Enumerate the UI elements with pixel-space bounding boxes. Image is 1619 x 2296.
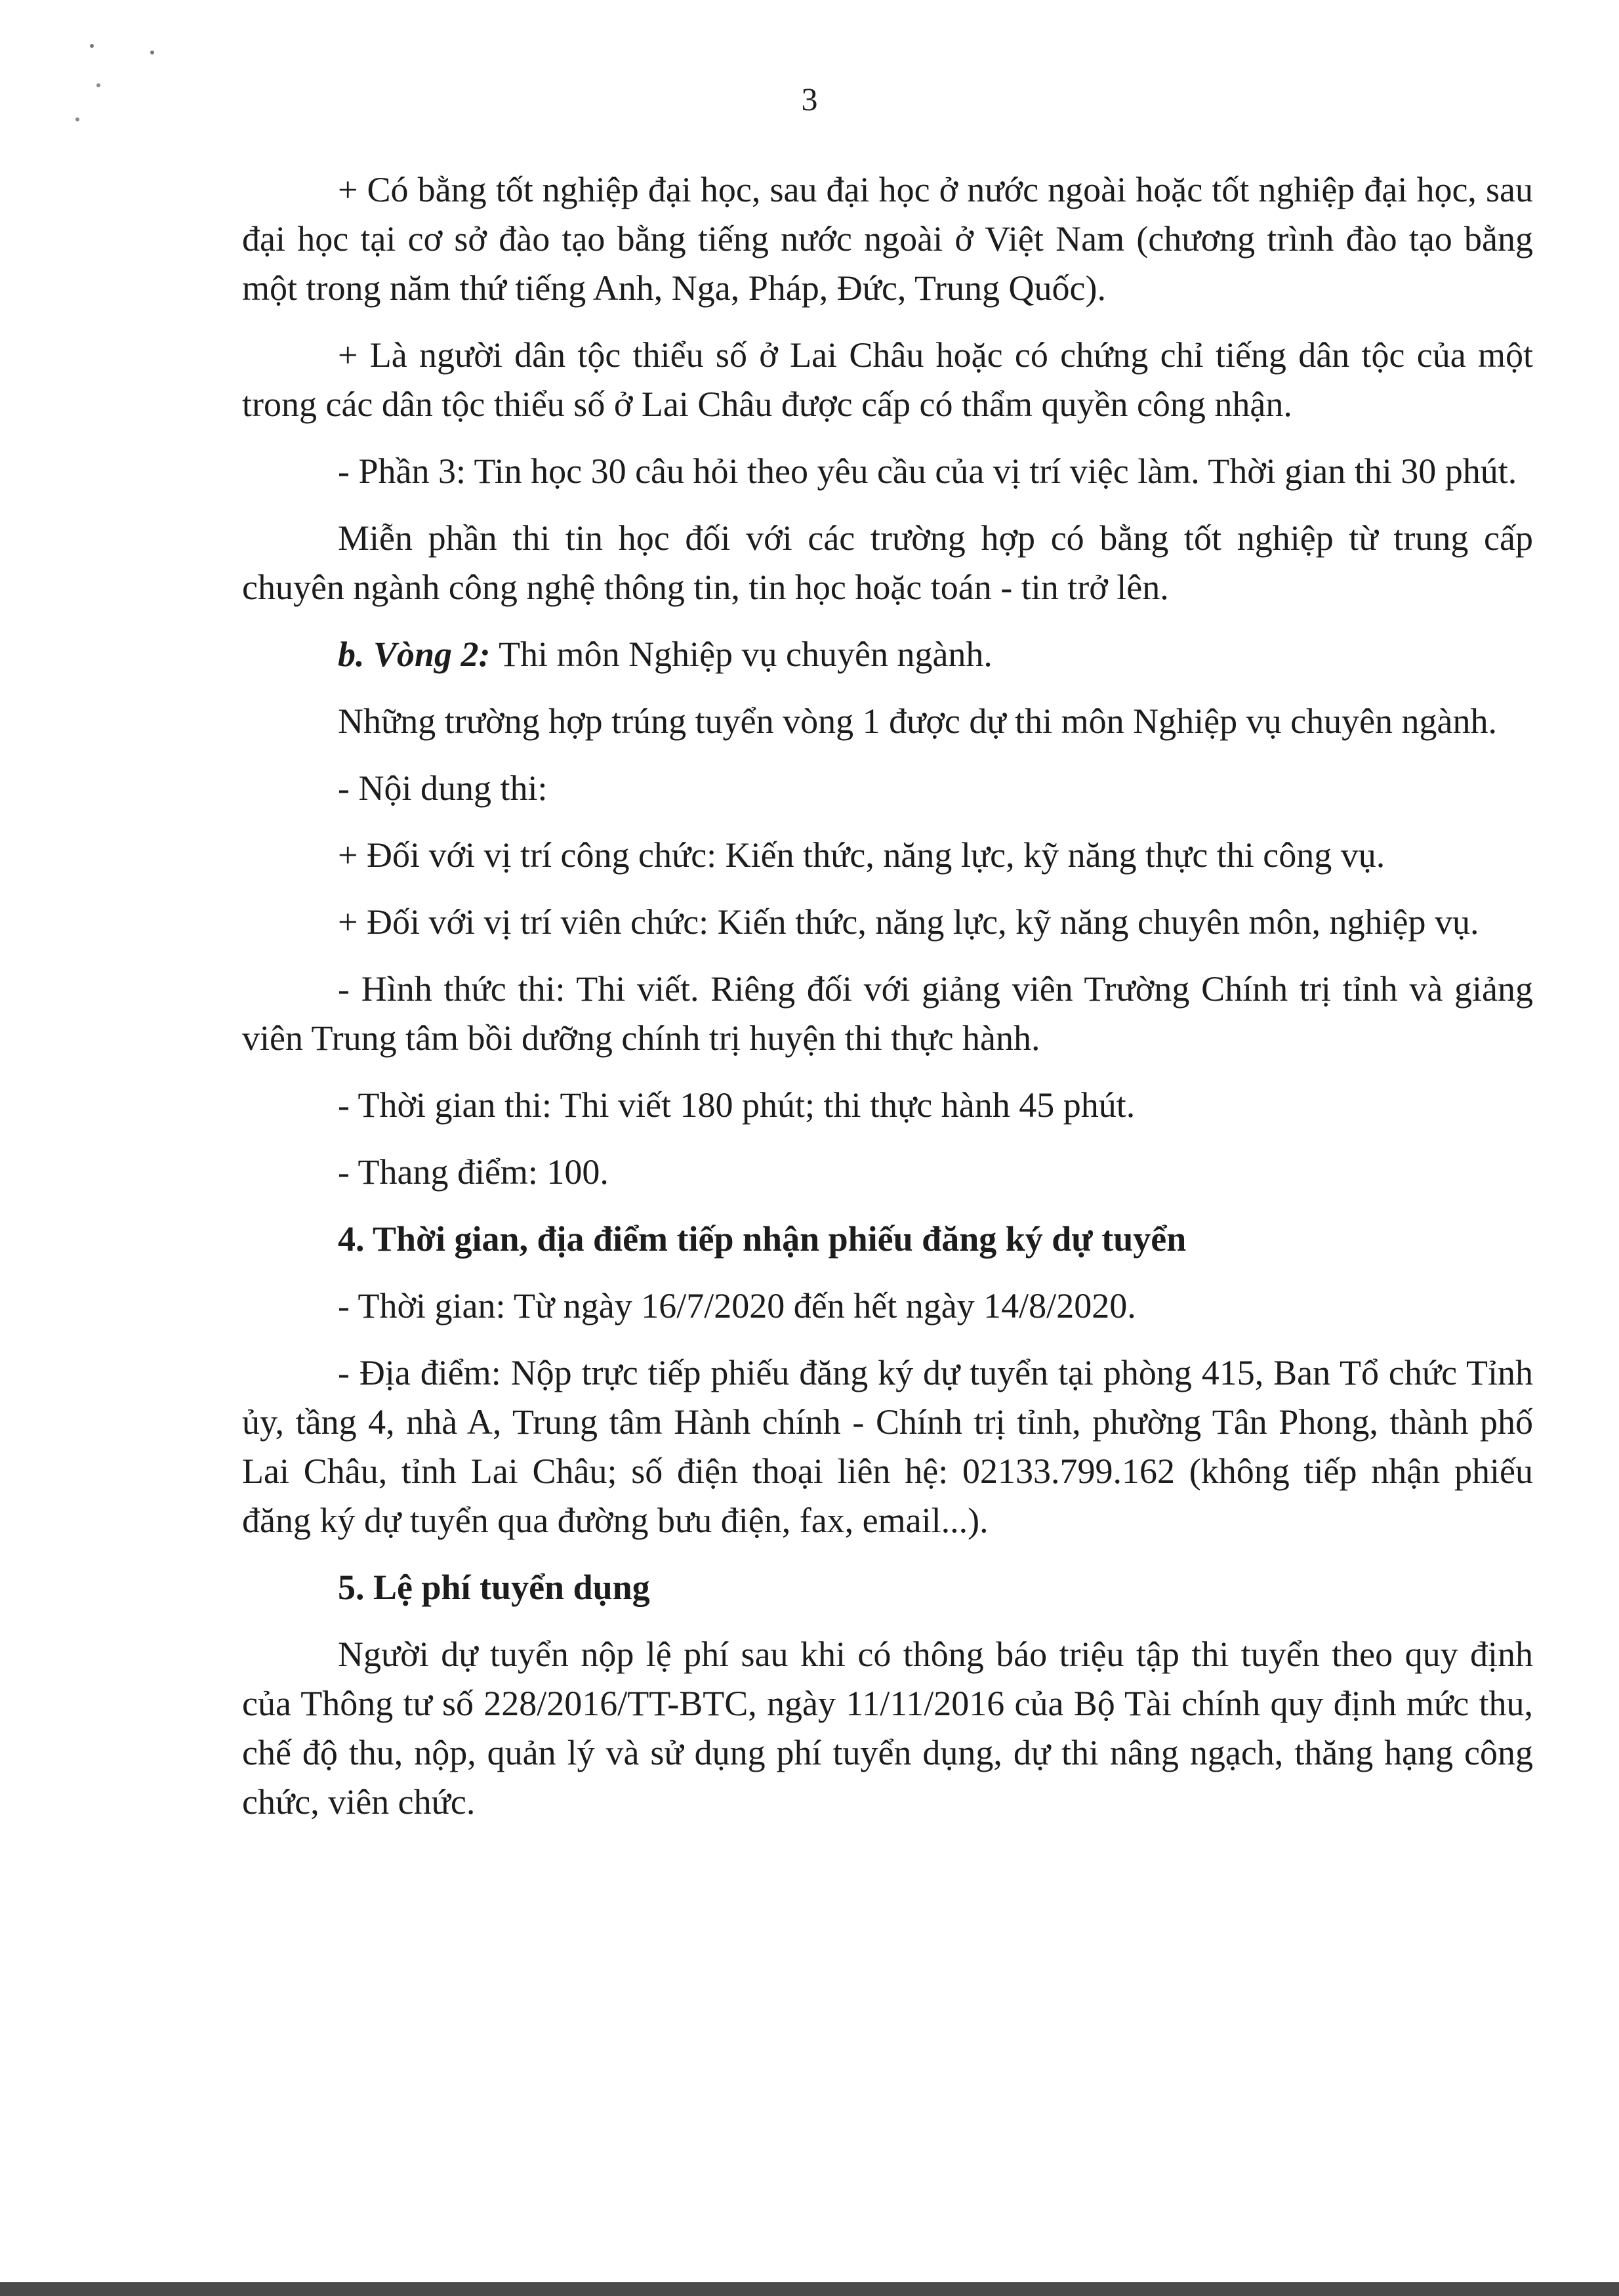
paragraph-exam-duration: - Thời gian thi: Thi viết 180 phút; thi thực hành 45 phút. <box>338 1085 1136 1125</box>
section4-time: - Thời gian: Từ ngày 16/7/2020 đến hết ngày 14/8/2020. <box>338 1286 1136 1325</box>
document-body <box>242 165 1533 1845</box>
scan-bottom-edge <box>0 2282 1619 2296</box>
page-number: 3 <box>801 81 818 117</box>
paragraph-part3-it: - Phần 3: Tin học 30 câu hỏi theo yêu cầu của vị trí việc làm. Thời gian thi 30 phút. <box>338 451 1517 491</box>
round2-line <box>242 630 1533 679</box>
section5-heading: 5. Lệ phí tuyển dụng <box>338 1568 650 1607</box>
paragraph-foreign-degree: + Có bằng tốt nghiệp đại học, sau đại học ở nước ngoài hoặc tốt nghiệp đại học, sau đại học tại cơ sở đào tạo bằng tiếng nước ngoài ở Việt Nam (chương trình đào tạo bằng một trong năm thứ tiếng Anh, Nga, Pháp, Đức, Trung Quốc). <box>242 170 1533 308</box>
paragraph-round2-eligibility: Những trường hợp trúng tuyển vòng 1 được dự thi môn Nghiệp vụ chuyên ngành. <box>338 701 1498 741</box>
round2-text: Thi môn Nghiệp vụ chuyên ngành. <box>490 635 993 674</box>
section4-heading: 4. Thời gian, địa điểm tiếp nhận phiếu đăng ký dự tuyển <box>338 1219 1187 1259</box>
paragraph-exam-content: - Nội dung thi: <box>338 768 548 808</box>
section5-text: Người dự tuyển nộp lệ phí sau khi có thông báo triệu tập thi tuyển theo quy định của Thông tư số 228/2016/TT-BTC, ngày 11/11/2016 của Bộ Tài chính quy định mức thu, chế độ thu, nộp, quản lý và sử dụng phí tuyển dụng, dự thi nâng ngạch, thăng hạng công chức, viên chức. <box>242 1635 1533 1822</box>
round2-label: b. Vòng 2: <box>338 635 491 674</box>
paragraph-exam-form: - Hình thức thi: Thi viết. Riêng đối với giảng viên Trường Chính trị tỉnh và giảng viên Trung tâm bồi dưỡng chính trị huyện thi thực hành. <box>242 969 1533 1058</box>
section4-place: - Địa điểm: Nộp trực tiếp phiếu đăng ký dự tuyển tại phòng 415, Ban Tổ chức Tỉnh ủy, tầng 4, nhà A, Trung tâm Hành chính - Chính trị tỉnh, phường Tân Phong, thành phố Lai Châu, tỉnh Lai Châu; số điện thoại liên hệ: 02133.799.162 (không tiếp nhận phiếu đăng ký dự tuyển qua đường bưu điện, fax, email...). <box>242 1353 1533 1540</box>
paragraph-public-employee: + Đối với vị trí viên chức: Kiến thức, năng lực, kỹ năng chuyên môn, nghiệp vụ. <box>338 902 1479 942</box>
paragraph-score-scale: - Thang điểm: 100. <box>338 1152 609 1192</box>
paragraph-ethnic-minority: + Là người dân tộc thiểu số ở Lai Châu hoặc có chứng chỉ tiếng dân tộc của một trong các dân tộc thiểu số ở Lai Châu được cấp có thẩm quyền công nhận. <box>242 335 1533 424</box>
paragraph-it-exemption: Miễn phần thi tin học đối với các trường hợp có bằng tốt nghiệp từ trung cấp chuyên ngành công nghệ thông tin, tin học hoặc toán - tin trở lên. <box>242 518 1533 607</box>
paragraph-civil-servant: + Đối với vị trí công chức: Kiến thức, năng lực, kỹ năng thực thi công vụ. <box>338 835 1385 875</box>
